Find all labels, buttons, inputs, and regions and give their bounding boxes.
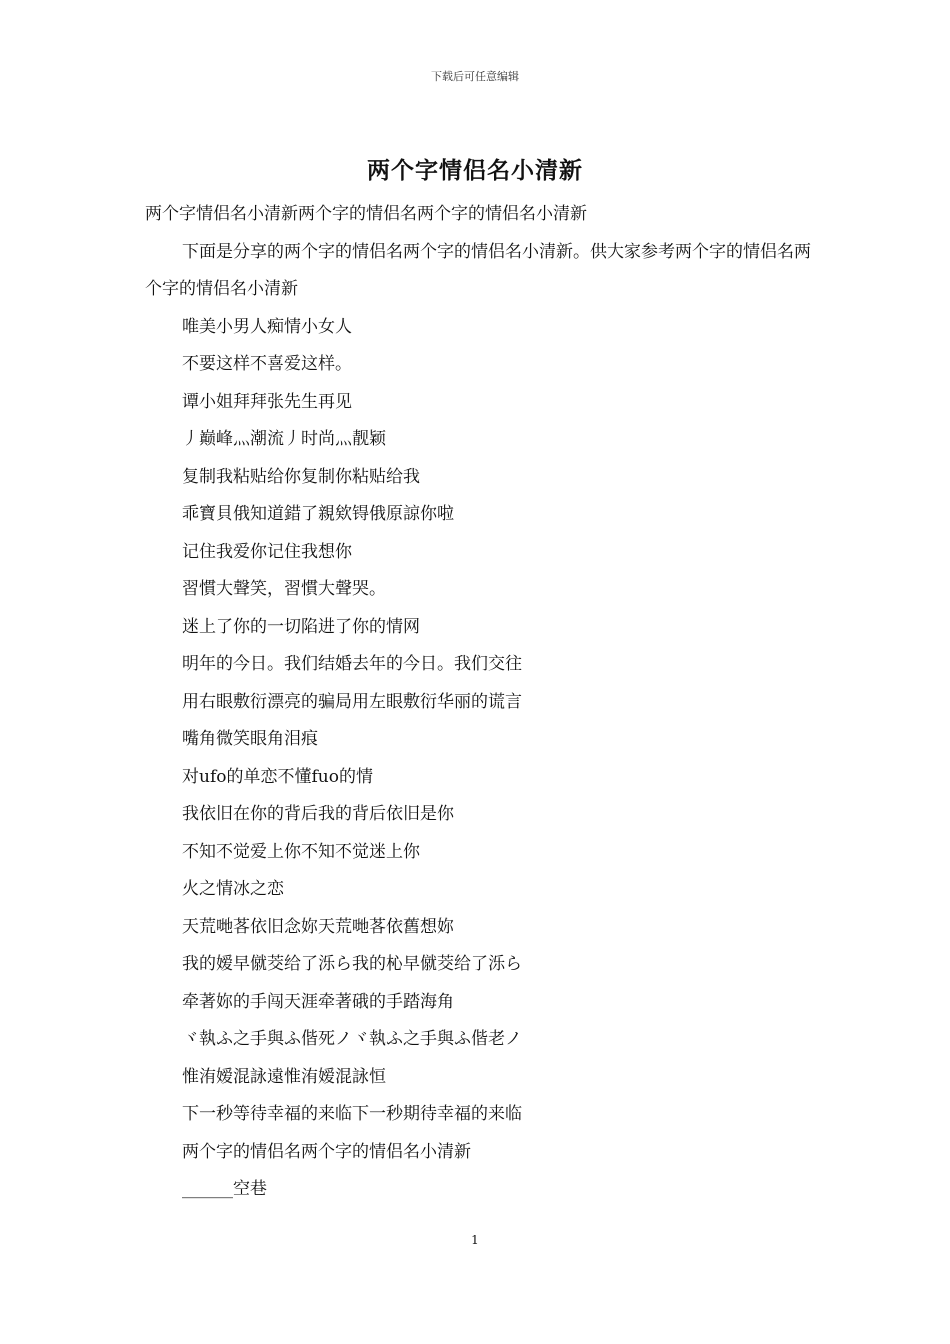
- list-item: 不要这样不喜爱这样。: [182, 354, 352, 374]
- list-item: 唯美小男人痴情小女人: [182, 316, 352, 337]
- list-item: 记住我爱你记住我想你: [182, 541, 352, 562]
- list-item: 牵著妳的手闯天涯牵著硪的手踏海角: [182, 991, 454, 1012]
- list-item: 乖寶貝俄知道錯了親欸锝俄原諒你啦: [182, 504, 454, 524]
- lead-paragraph: 两个字情侣名小清新两个字的情侣名两个字的情侣名小清新: [145, 204, 587, 224]
- list-item: 火之情冰之恋: [182, 879, 284, 899]
- list-item: 丿巅峰灬潮流丿时尚灬靓颖: [182, 429, 386, 449]
- list-item: 复制我粘贴给你复制你粘贴给我: [182, 466, 420, 487]
- list-item: 明年的今日。我们结婚去年的今日。我们交往: [182, 654, 522, 674]
- list-item: 两个字的情侣名两个字的情侣名小清新: [182, 1141, 471, 1162]
- list-item: 迷上了你的一切陷进了你的情网: [182, 616, 420, 637]
- intro-paragraph: 下面是分享的两个字的情侣名两个字的情侣名小清新。供大家参考两个字的情侣名两个字的情侣名小清新: [145, 241, 811, 299]
- list-item: 对ufo的单恋不懂fuo的情: [182, 766, 373, 787]
- list-item: 我依旧在你的背后我的背后依旧是你: [182, 804, 454, 824]
- list-item: 不知不觉爱上你不知不觉迷上你: [182, 841, 420, 862]
- page-header-note: 下载后可任意编辑: [431, 70, 519, 83]
- list-item: 惟洧嫒混詠遠惟洧嫒混詠恒: [182, 1066, 386, 1087]
- name-list: [145, 309, 817, 1209]
- list-item: ヾ執ふ之手與ふ偕死ノヾ執ふ之手與ふ偕老ノ: [182, 1029, 522, 1049]
- document-title: 两个字情侣名小清新: [367, 157, 583, 184]
- list-item: 我的嫒早僦茭给了泺ら我的杺早僦茭给了泺ら: [182, 954, 522, 974]
- list-item: 用右眼敷衍漂亮的骗局用左眼敷衍华丽的谎言: [182, 691, 522, 712]
- list-item: 天荒哋茖依旧念妳天荒哋茖依舊想妳: [182, 916, 454, 937]
- list-item: 習慣大聲笑，習慣大聲哭。: [182, 579, 386, 599]
- page-number: 1: [471, 1233, 479, 1247]
- list-item: 嘴角微笑眼角泪痕: [182, 729, 318, 749]
- document-body: [145, 196, 817, 1209]
- list-item: ______空巷: [182, 1179, 267, 1199]
- list-item: 下一秒等待幸福的来临下一秒期待幸福的来临: [182, 1104, 522, 1124]
- list-item: 谭小姐拜拜张先生再见: [182, 391, 352, 412]
